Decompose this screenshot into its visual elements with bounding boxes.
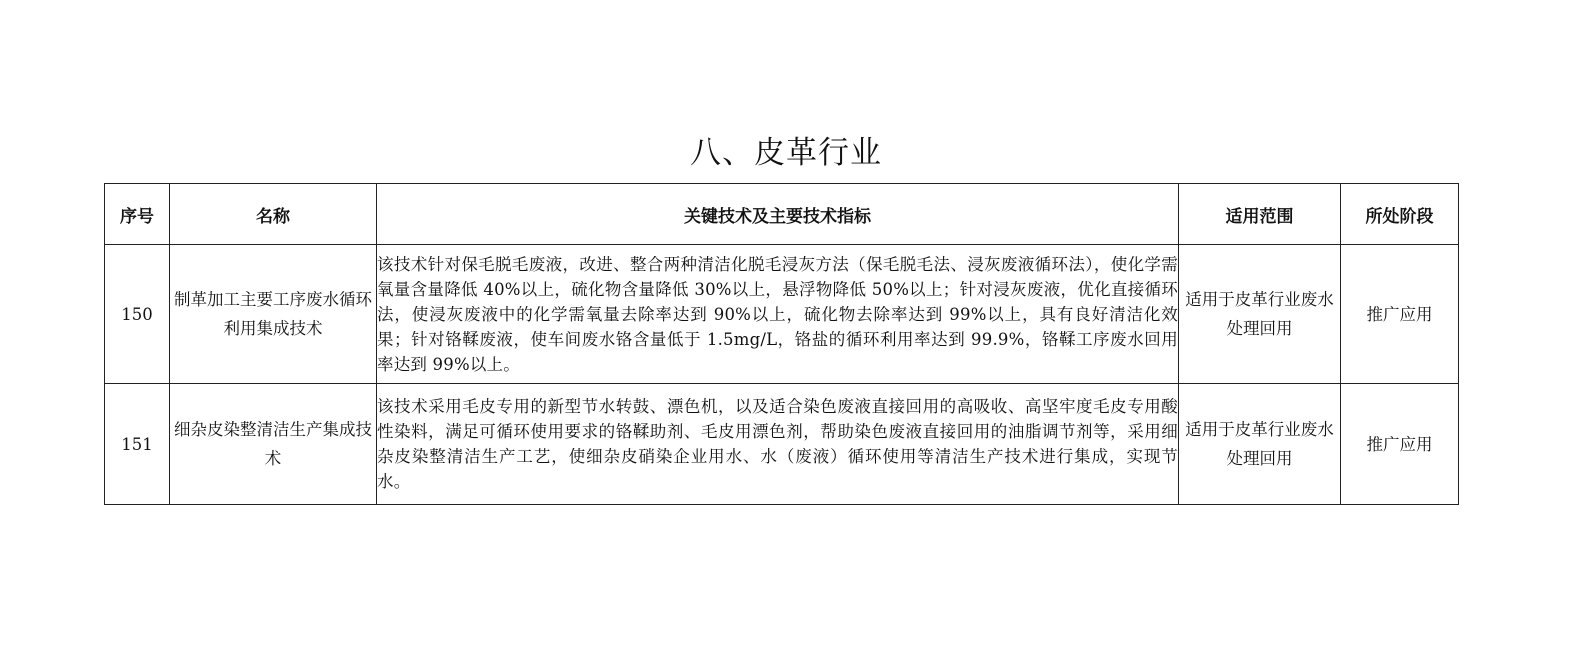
table-row xyxy=(105,245,1459,384)
header-scope: 适用范围 xyxy=(1179,184,1341,245)
header-number: 序号 xyxy=(105,184,170,245)
row-description: 该技术采用毛皮专用的新型节水转鼓、漂色机，以及适合染色废液直接回用的高吸收、高坚牢度毛皮专用酸性染料，满足可循环使用要求的铬鞣助剂、毛皮用漂色剂，帮助染色废液直接回用的油脂调节剂等，采用细杂皮染整清洁生产工艺，使细杂皮硝染企业用水、水（废液）循环使用等清洁生产技术进行集成，实现节水。 xyxy=(377,384,1179,505)
row-scope: 适用于皮革行业废水处理回用 xyxy=(1179,384,1341,505)
header-stage: 所处阶段 xyxy=(1341,184,1459,245)
row-number: 151 xyxy=(105,384,170,505)
table-row xyxy=(105,384,1459,505)
row-number: 150 xyxy=(105,245,170,384)
row-scope: 适用于皮革行业废水处理回用 xyxy=(1179,245,1341,384)
row-name: 细杂皮染整清洁生产集成技术 xyxy=(170,384,377,505)
table-header-row xyxy=(105,184,1459,245)
header-name: 名称 xyxy=(170,184,377,245)
header-key-tech: 关键技术及主要技术指标 xyxy=(377,184,1179,245)
row-stage: 推广应用 xyxy=(1341,384,1459,505)
technology-table xyxy=(104,183,1459,505)
row-name: 制革加工主要工序废水循环利用集成技术 xyxy=(170,245,377,384)
row-stage: 推广应用 xyxy=(1341,245,1459,384)
page-title: 八、皮革行业 xyxy=(690,135,882,171)
row-description: 该技术针对保毛脱毛废液，改进、整合两种清洁化脱毛浸灰方法（保毛脱毛法、浸灰废液循环法），使化学需氧量含量降低 40%以上，硫化物含量降低 30%以上，悬浮物降低 50%以上；针对浸灰废液，优化直接循环法，使浸灰废液中的化学需氧量去除率达到 90%以上，硫化物去除率达到 99%以上，具有良好清洁化效果；针对铬鞣废液，使车间废水铬含量低于 1.5mg/L，铬盐的循环利用率达到 99.9%，铬鞣工序废水回用率达到 99%以上。 xyxy=(377,245,1179,384)
